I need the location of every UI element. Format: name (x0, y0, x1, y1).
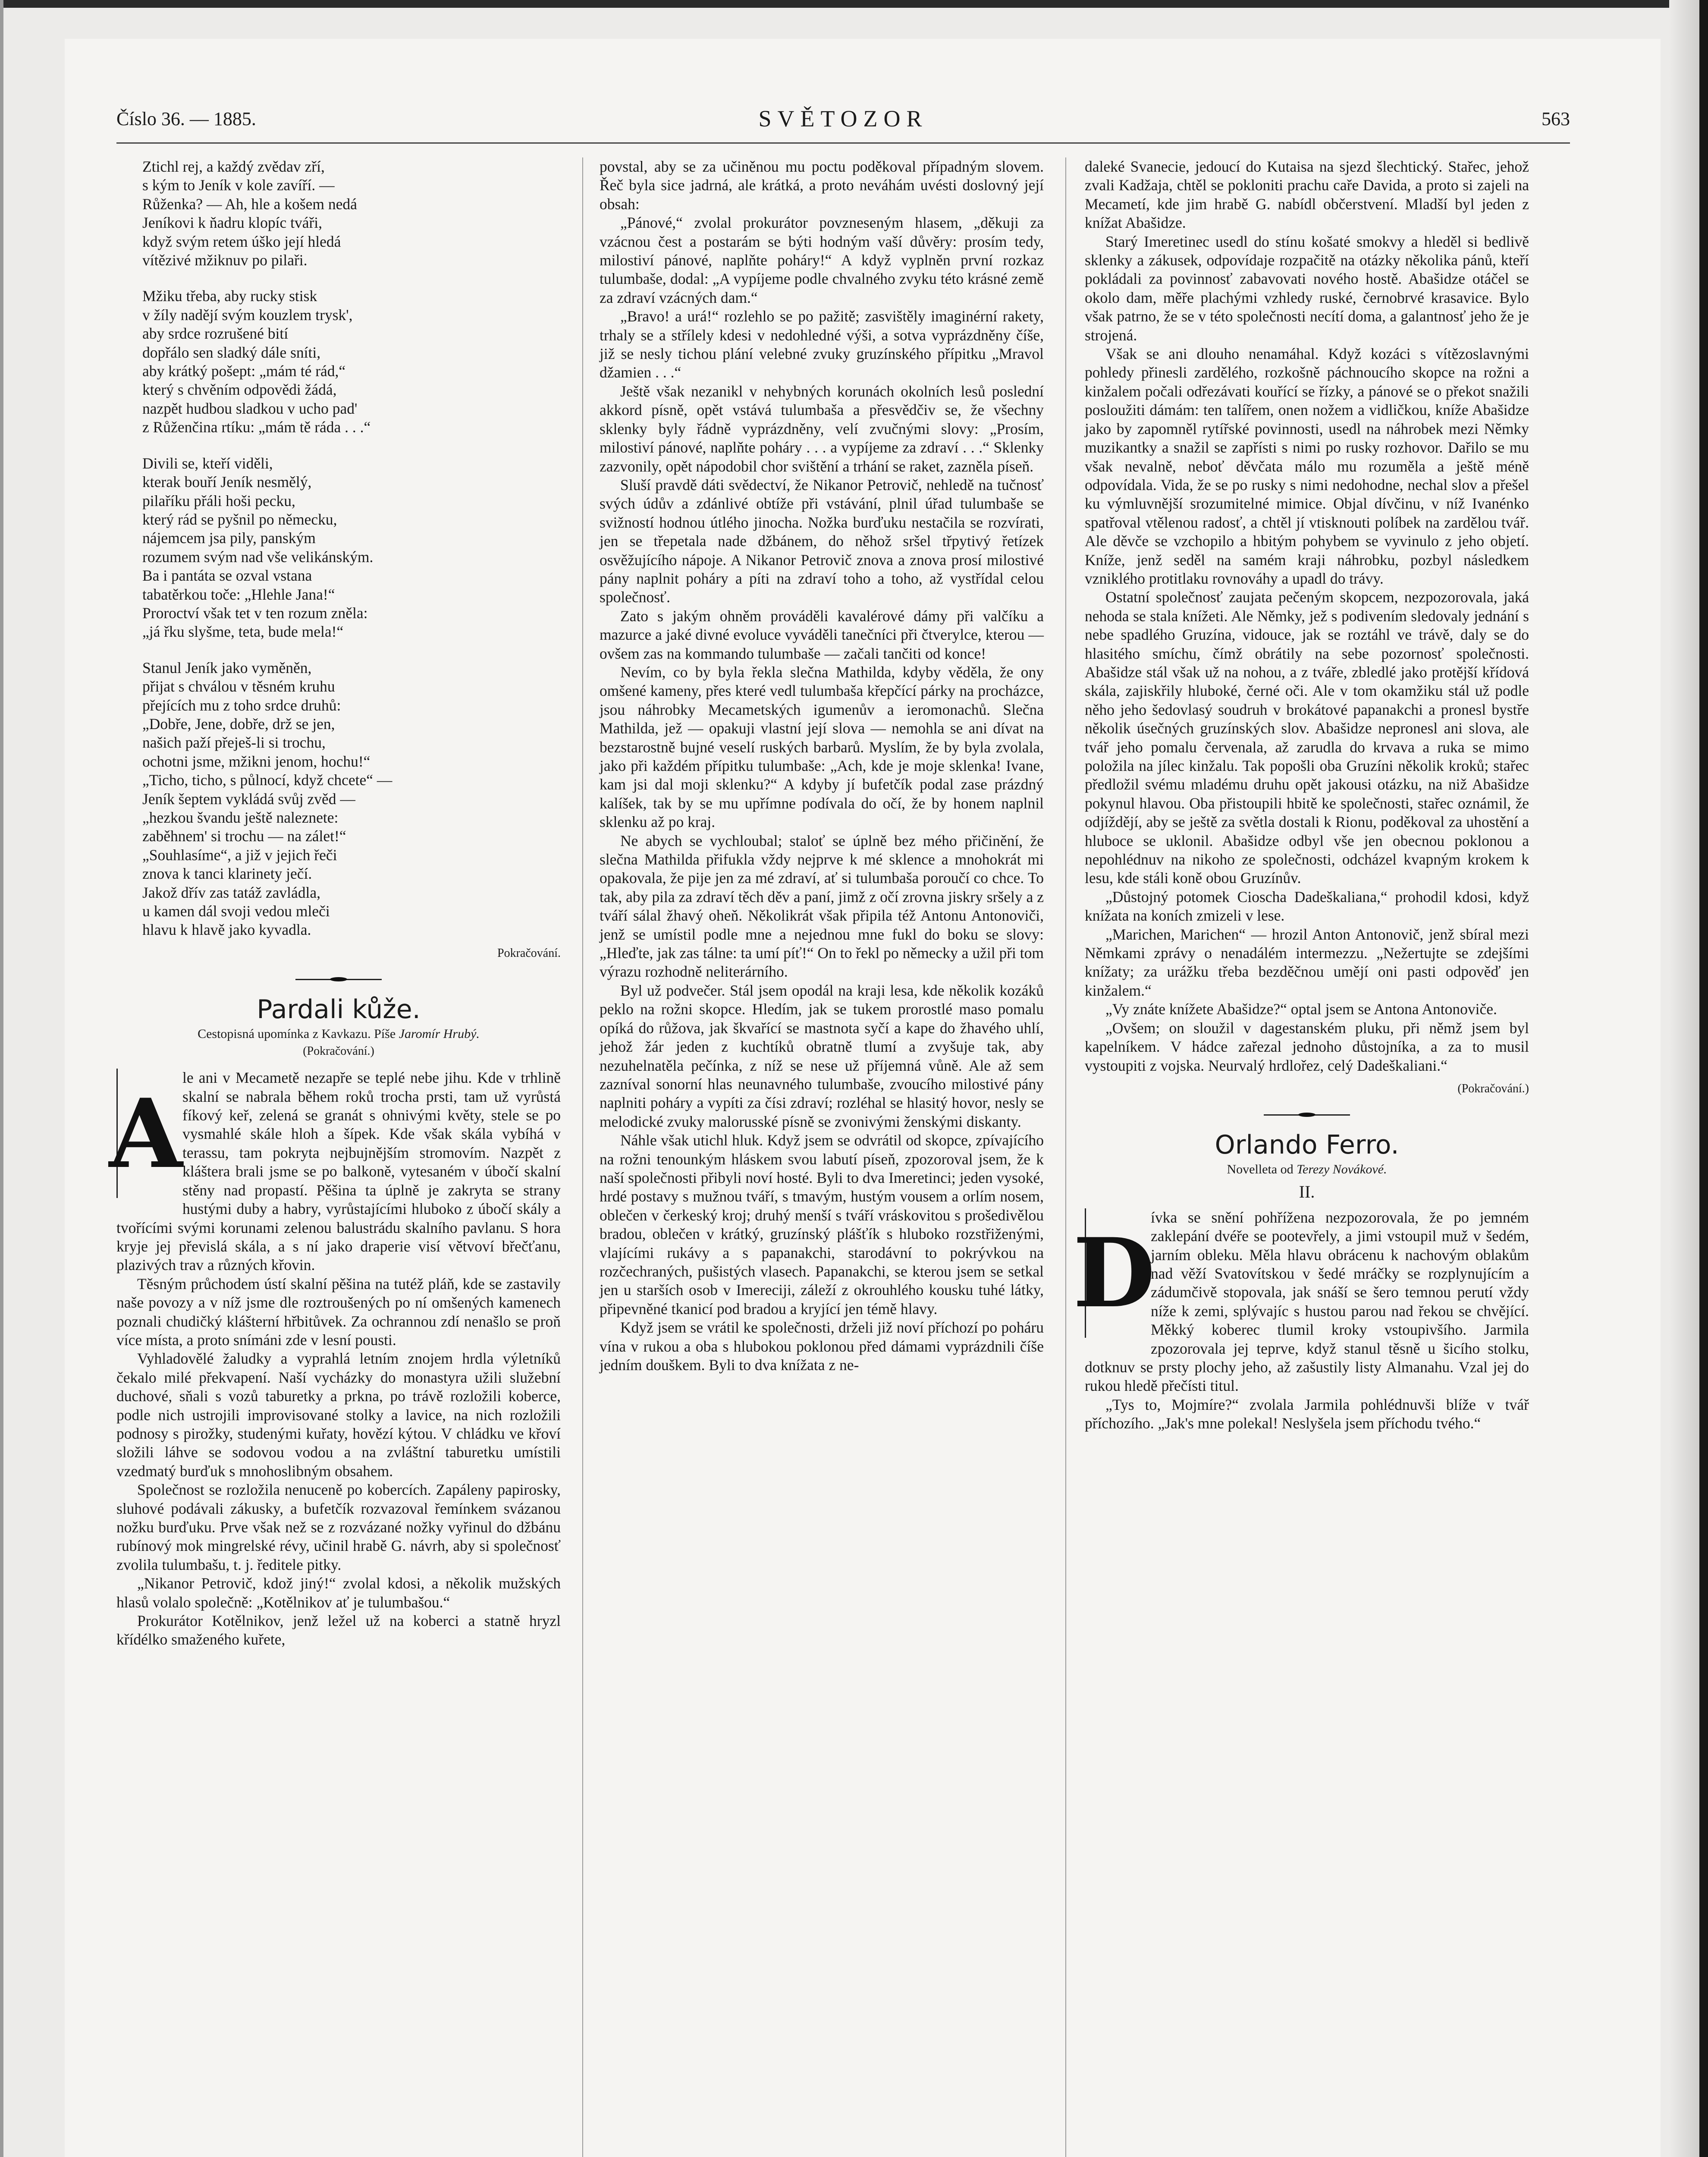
story-body (109, 1069, 561, 1649)
poem-line: dopřálo sen sladký dále sníti, (142, 343, 321, 361)
paragraph: „Nikanor Petrovič, kdož jiný!“ zvolal kdosi, a několik mužských hlasů volalo společně: „Kotělnikov ať je tulumbašou.“ (116, 1575, 561, 1611)
poem-line: vítězivé mžiknuv po pilaři. (142, 252, 308, 269)
paragraph: Prokurátor Kotělnikov, jenž ležel už na koberci a statně hryzl křídélko smaženého kuřete, (116, 1612, 561, 1648)
dropcap-initial: D (1085, 1208, 1142, 1338)
paragraph: Vyhladovělé žaludky a vyprahlá letním znojem hrdla výletníků čekalo milé překvapení. Naší vycházky do monastyra užili služební duchové, sňali s vozů taburetky a prkna, po trávě rozložili koberce, podle nich ustrojili improvisované stolky a lavice, na nich rozložili podnosy s pirožky, studenými kuřaty, hovězí kýtou. V chládku ve křoví složili láhve se sodovou vodou a na zvláštní taburetku umístili vzedmatý burďuk s mnohoslibným obsahem. (116, 1350, 561, 1480)
poem-line: „Souhlasíme“, a již v jejich řeči (142, 846, 337, 864)
poem-line: znova k tanci klarinety ječí. (142, 865, 312, 883)
poem-line: Stanul Jeník jako vyměněn, (142, 659, 312, 676)
story-title: Orlando Ferro. (1215, 1130, 1399, 1160)
poem-line: rozumem svým nad vše velikánským. (142, 548, 374, 566)
poem-line: „hezkou švandu ještě naleznete: (142, 809, 339, 826)
dropcap-initial: A (116, 1069, 174, 1198)
poem-line: aby srdce rozrušené bití (142, 325, 289, 343)
paragraph: Starý Imeretinec usedl do stínu košaté smokvy a hleděl si bedlivě sklenky a zákusek, odpovídaje rozpačitě na otázky několika pánů, kteří pokládali za povinnosť zabavovati nového hostě. Abašidze otáčel se okolo dam, měře plachými vzhledy ruské, černobrvé krasavice. Bylo však patrno, že se v této společnosti necítí doma, a galantnosť jeho že je strojená. (1085, 233, 1529, 344)
poem (116, 157, 561, 940)
scan-border-left (0, 0, 3, 2157)
paragraph: „Bravo! a urá!“ rozlehlo se po pažitě; zasvištěly imaginérní rakety, trhaly se a střílely kdesi v nedohledné výši, a sotva vyprázdněny číše, již se nesly tichou plání velebné zvuky gruzínského přípitku „Mravol džamien . . .“ (600, 308, 1044, 381)
paragraph: „Důstojný potomek Cioscha Dadeškaliana,“ prohodil kdosi, když knížata na koních zmizeli v lese. (1085, 888, 1529, 924)
paragraph: ívka se snění pohřížena nezpozorovala, že po jemném zaklepání dvéře se pootevřely, a jimi vstoupil muž v šedém, jarním obleku. Měla hlavu obrácenu k nachovým oblakům nad věží Svatovítskou v šedé mráčky se rozplynujícím a zádumčivě stopovala, jak snáší se šero temnou perutí vždy níže k zemi, splývajíc s hustou parou nad řekou se chvějící. Měkký koberec tlumil kroky vstoupivšího. Jarmila zpozorovala jej teprve, když stanul těsně u šicího stolku, dotknuv se prsty plochy jeho, až zašustily listy Almanahu. Vzal jej do rukou hledě přečísti titul. (1085, 1208, 1529, 1395)
poem-line: Jeník šeptem vykládá svůj zvěd — (142, 790, 355, 808)
page-number: 563 (1542, 108, 1570, 129)
paragraph: Ještě však nezanikl v nehybných korunách okolních lesů poslední akkord písně, opět vstává tulumbaša a přesvědčiv se, že všechny sklenky byly řádně vyprázdněny, velí zvučnými slovy: „Prosím, milostiví pánové, naplňte poháry . . . a vypíjeme za zdraví . . .“ Sklenky zazvonily, opět nápodobil chor svištění a trhání se raket, zazněla píseň. (600, 382, 1044, 475)
poem-line: Mžiku třeba, aby rucky stisk (142, 287, 317, 305)
continued-note: Pokračování. (497, 946, 561, 960)
paragraph: „Marichen, Marichen“ — hrozil Anton Antonovič, jenž sbíral mezi Němkami zprávy o nenadálém intermezzu. „Nežertujte se zdejšími knížaty; za urážku třeba bezděčnou umějí oni pasti odpověď jen kinžalem.“ (1085, 925, 1529, 999)
poem-line: zaběhnem' si trochu — na zálet!“ (142, 827, 346, 845)
poem-line: Růženka? — Ah, hle a košem nedá (142, 195, 357, 213)
story-body (1073, 1208, 1529, 1433)
header-rule (116, 142, 1570, 144)
paragraph: Však se ani dlouho nenamáhal. Když kozáci s vítězoslavnými pohledy přinesli zardělého, rozkošně páchnoucího skopce na rožni a kinžalem počali odřezávati kouřící se řízky, a pánové se o překot snažili posloužiti dámám: ten talířem, onen nožem a vidličkou, kníže Abašidze jako by zapomněl rytířské povinnosti, usedl na náhrobek mezi Němky muzikantky a snažil se zapřísti s nimi po rusky rozhovor. Dařilo se mu však nevalně, neboť děvčata málo mu rozuměla a ještě méně odpovídala. Vida, že se po rusky s nimi nedohodne, nechal slov a přešel ku výmluvnější srozumitelné mimice. Objal dívčinu, v níž Ivanénko spatřoval vtělenou radosť, a chtěl jí vtisknouti políbek na zardělou tvář. Ale děvče se vzchopilo a hbitým pohybem se vyvinulo z jeho objetí. Kníže, jenž seděl na samém kraji náhrobku, pozbyl následkem vzniklého protitlaku rovnováhy a upadl do trávy. (1085, 345, 1529, 587)
paragraph: Ne abych se vychloubal; staloť se úplně bez mého přičinění, že slečna Mathilda přifukla vždy nejprve k mé sklence a mnohokrát mi opakovala, že pije jen za mé zdraví, ať si tulumbaša poroučí co chce. To tak, aby pila za zdraví těch děv a paní, jimž z očí zrovna jiskry sršely a z tváří sálal žhavý oheň. Několikrát však připila též Antonu Antonoviči, jenž se umístil podle mne a nejednou mne fukl do boku se slovy: „Hleďte, jak zas tálne: ta umí píť!“ On to řekl po německy a užil při tom výrazu rozhodně neliterárního. (600, 832, 1044, 981)
ornament-divider (295, 978, 382, 981)
poem-line: „Ticho, ticho, s půlnocí, když chcete“ — (142, 771, 392, 789)
paragraph: „Pánové,“ zvolal prokurátor povzneseným hlasem, „děkuji za vzácnou čest a postarám se býti hodným vaší důvěry: prosím tedy, milostiví pánové, naplňte poháry!“ A když vyplněn první rozkaz tulumbaše, dodal: „A vypíjeme podle chvalného zvyku této krásné země za zdraví vzácných dam.“ (600, 214, 1044, 306)
continuation-label: (Pokračování.) (303, 1044, 374, 1058)
poem-line: Ztichl rej, a každý zvědav zří, (142, 158, 325, 175)
column-1 (109, 157, 561, 1649)
poem-line: nájemcem jsa pily, panským (142, 529, 316, 547)
continued-note: (Pokračování.) (1457, 1082, 1529, 1095)
page-header (116, 108, 1570, 142)
poem-line: Ba i pantáta se ozval vstana (142, 567, 312, 585)
poem-line: s kým to Jeník v kole zavíří. — (142, 176, 335, 194)
paragraph: Byl už podvečer. Stál jsem opodál na kraji lesa, kde několik kozáků peklo na rožni skopce. Hledím, jak se tukem prorostlé maso pomalu opíká do růžova, jak škvařící se mastnota syčí a kape do žhavého uhlí, jehož žár jeden z kuchtíků obratně tlumí a zvyšuje tak, aby nezuhelnatěla pečínka, z níž se nese už příjemná vůně. Ale až sem zazníval sonorní hlas neunavného tulumbaše, zvoucího milostivé pány naplniti poháry a vypíti za čísi zdraví; rozléhal se hlasitý hovor, nesly se melodické zvuky malorusské písně se zvonivými ženskými diskanty. (600, 981, 1044, 1130)
story-subtitle: Novelleta od Terezy Novákové. (1227, 1162, 1387, 1177)
paragraph: Ostatní společnosť zaujata pečeným skopcem, nezpozorovala, jaká nehoda se stala knížeti. Ale Němky, jež s podivením sledovaly jednání s nebe spadlého Gruzína, vidouce, jak se roztáhl ve trávě, daly se do hlasitého smíchu, čímž obrátily na sebe pozornosť společnosti. Abašidze stál však už na nohou, a z tváře, zbledlé jako protější křídová skála, zajiskřily hluboké, černé oči. Ale v tom okamžiku stál už podle něho jeho šedovlasý soudruh v brokátové papanakchi a pronesl bystře několik úsečných gruzínských slov. Abašidze nepronesl ani slova, ale tvář jeho pomalu červenala, až zarudla do krvava a ruka se mimo položila na jílec kinžalu. Tak popošli oba Gruzíni několik kroků; stařec předložil svému mladému druhu opět jakousi otázku, na niž Abašidze pokynul hlavou. Oba přistoupili hbitě ke společnosti, stařec oznámil, že odjíždějí, aby se ještě za světla dostali k Rionu, poděkoval za uhostění a hluboce se uklonil. Abašidze odbyl vše jen obecnou poklonou a nepohlédnuv na nikoho ze společnosti, odcházel kvapným krokem k lesu, kde stáli koně obou Gruzínův. (1085, 588, 1529, 887)
story-title: Pardali kůže. (257, 994, 421, 1025)
poem-line: hlavu k hlavě jako kyvadla. (142, 921, 311, 939)
chapter-numeral: II. (1299, 1182, 1315, 1202)
column-divider (1065, 157, 1066, 2157)
story-author: Jaromír Hrubý. (399, 1027, 480, 1041)
paragraph: Zato s jakým ohněm prováděli kavalérové dámy při valčíku a mazurce a jaké divné evoluce vyváděli tanečníci při čtverylce, kterou — ovšem zas na kommando tulumbaše — začali tančiti od konce! (600, 607, 1044, 662)
issue-label: Číslo 36. — 1885. (116, 108, 256, 129)
poem-stanza (116, 287, 561, 437)
poem-line: pilaříku přáli hoši pecku, (142, 492, 295, 509)
poem-line: kterak bouří Jeník nesmělý, (142, 473, 312, 491)
journal-title: SVĚTOZOR (758, 106, 928, 132)
poem-line: v žíly nadějí svým kouzlem trysk', (142, 306, 353, 324)
story-author: Terezy Novákové. (1297, 1162, 1387, 1177)
poem-line: „Dobře, Jene, dobře, drž se jen, (142, 715, 335, 733)
paragraph: „Ovšem; on sloužil v dagestanském pluku, při němž jsem byl kapelníkem. V hádce zařezal jednoho důstojníka, a za to musil vystoupiti z vojska. Neurvalý hrdlořez, celý Dadeškaliani.“ (1085, 1019, 1529, 1074)
poem-line: přijat s chválou v těsném kruhu (142, 678, 335, 695)
paragraph: Společnost se rozložila nenuceně po kobercích. Zapáleny papirosky, sluhové podávali zákusky, a bufetčík rozvazoval řemínkem svázanou nožku burďuku. Prve však než se z rozvázané nožky vyřinul do džbánu rubínový mok mingrelské révy, učinil hrabě G. návrh, aby si společnosť zvolila tulumbašu, t. j. ředitele pitky. (116, 1481, 561, 1573)
paragraph: Náhle však utichl hluk. Když jsem se odvrátil od skopce, zpívajícího na rožni tenounkým hláskem svou labutí píseň, zpozoroval jsem, že k naší společnosti přibyli noví hosté. Byli to dva Imeretinci; jeden vysoké, hrdé postavy s mužnou tváří, s tmavým, hustým vousem a orlím nosem, oblečen v čerkeský kroj; druhý menší s tváří vráskovitou s prošedivělou bradou, oblečen v krátký, gruzínský plášťík s hluboko rozstřiženými, vlajícími rukávy a s papanakchi, starodávní to pokrývkou na rozčechraných, pušistých vlasech. Papanakchi, se kterou jsem se setkal jen u starších osob v Imereciji, záleží z okrouhlého kousku tuhé látky, připevněné tkanicí pod bradou a kryjící jen témě hlavy. (600, 1132, 1044, 1317)
poem-line: ochotni jsme, mžikni jenom, hochu!“ (142, 752, 370, 770)
story-subtitle: Cestopisná upomínka z Kavkazu. Píše Jaromír Hrubý. (198, 1027, 480, 1041)
paragraph: Nevím, co by byla řekla slečna Mathilda, kdyby věděla, že ony omšené kameny, přes které vedl tulumbaša křepčící párky na procházce, jsou náhrobky Mecametských igumenův a ieromonachů. Slečna Mathilda, jež — opakuji vlastní její slova — nemohla se ani dívat na bezstarostně bujné veselí ruských barbarů. Myslím, že by byla zvolala, jako při každém přípitku tulumbaše: „Ach, kde je moje sklenka! Ivane, kam jsi dal moji sklenku?“ A kdyby jí bufetčík podal zase prázdný kalíšek, tak by se mu upřímne podívala do očí, že by honem naplnil sklenku až po kraj. (600, 663, 1044, 831)
column-2 (600, 157, 1044, 1374)
paragraph: Těsným průchodem ústí skalní pěšina na tutéž pláň, kde se zastavily naše povozy a v níž jsme dle roztroušených po ní omšených kamenech poznali chudičký klášterní hřbitůvek. Za ochrannou zdí nenašlo se proň více místa, a proto snímáni zde v lesní pousti. (116, 1275, 561, 1349)
poem-line: přejících mu z toho srdce druhů: (142, 696, 341, 714)
poem-stanza (116, 659, 561, 940)
poem-line: který s chvěním odpovědi žádá, (142, 381, 337, 399)
poem-line: z Růženčina rtíku: „mám tě ráda . . .“ (142, 418, 371, 436)
paragraph: „Vy znáte knížete Abašidze?“ optal jsem se Antona Antonoviče. (1105, 1000, 1497, 1018)
paragraph: daleké Svanecie, jedoucí do Kutaisa na sjezd šlechtický. Stařec, jehož zvali Kadžaja, chtěl se pokloniti prachu caře Davida, a proto si zajeli na Mecametí, kde jim hrabě G. nabídl občerstvení. Mladší byl jeden z knížat Abašidze. (1085, 158, 1529, 232)
column-3 (1073, 157, 1529, 1433)
poem-line: našich paží přeješ-li si trochu, (142, 734, 326, 751)
poem-line: nazpět hudbou sladkou v ucho pad' (142, 399, 358, 417)
scan-border-right (1699, 0, 1708, 2157)
poem-stanza (116, 454, 561, 641)
poem-line: Jakož dřív zas tatáž zavládla, (142, 884, 320, 901)
paragraph: Sluší pravdě dáti svědectví, že Nikanor Petrovič, nehledě na tučnosť svých údův a zdánlivé obtíže při vstávání, plnil úřad tulumbaše se svižností hodnou útlého jinocha. Nožka burďuku nestačila se rozvírati, jen se třepetala nade džbánem, do něhož sršel třpytivý řetízek osvěžujícího nápoje. A Nikanor Petrovič znova a znova prosí milostivé pány naplnit poháry a píti na zdraví toho a toho, až vystřídal celou společnosť. (600, 476, 1044, 606)
paragraph: le ani v Mecametě nezapře se teplé nebe jihu. Kde v trhlině skalní se nabrala během roků trocha prsti, tam už vyrůstá fíkový keř, zelená se granát s ohnivými květy, stele se po vysmahlé skále hloh a šípek. Kde však skála vybíhá v terassu, tam pokryta nejbujnějším stromovím. Nazpět z kláštera brali jsme se po balkoně, vytesaném v úbočí skalní stěny nad propastí. Pěšina ta úplně je zakryta se strany hustými duby a habry, vyrůstajícími hluboko z úbočí skály a tvořícími svými korunami zelenou balustrádu skalního pavlanu. S hora kryje jej převislá skála, a s ní jako draperie visí větvoví břečťanu, plazivých trav a různých křovin. (116, 1069, 561, 1274)
poem-line: „já řku slyšme, teta, bude mela!“ (142, 623, 344, 641)
poem-line: Divili se, kteří viděli, (142, 454, 273, 472)
ornament-divider (1264, 1113, 1350, 1116)
scan-border-top (0, 0, 1708, 8)
column-divider (582, 157, 583, 2157)
poem-line: Jeníkovi k ňadru klopíc tváři, (142, 214, 323, 232)
paragraph: Když jsem se vrátil ke společnosti, drželi již noví příchozí po poháru vína v rukou a oba s hlubokou poklonou před dámami vyprázdnili číše jedním douškem. Byli to dva knížata z ne- (600, 1319, 1044, 1374)
poem-line: aby krátký pošept: „mám té rád,“ (142, 362, 346, 380)
poem-line: u kamen dál svoji vedou mleči (142, 902, 330, 920)
paragraph: „Tys to, Mojmíre?“ zvolala Jarmila pohlédnuvši blíže v tvář příchozího. „Jak's mne polekal! Neslyšela jsem příchodu tvého.“ (1085, 1396, 1529, 1432)
poem-line: který rád se pyšnil po německu, (142, 510, 337, 528)
poem-line: když svým retem úško její hledá (142, 233, 341, 250)
newspaper-page (65, 39, 1661, 2157)
poem-stanza (116, 157, 561, 270)
poem-line: tabatěrkou toče: „Hlehle Jana!“ (142, 585, 335, 603)
paragraph: povstal, aby se za učiněnou mu poctu poděkoval případným slovem. Řeč byla sice jadrná, ale krátká, a proto neváhám uvésti doslovný její obsah: (600, 158, 1044, 213)
poem-line: Proroctví však tet v ten rozum zněla: (142, 604, 368, 622)
scan-shadow-right (1669, 0, 1699, 2157)
